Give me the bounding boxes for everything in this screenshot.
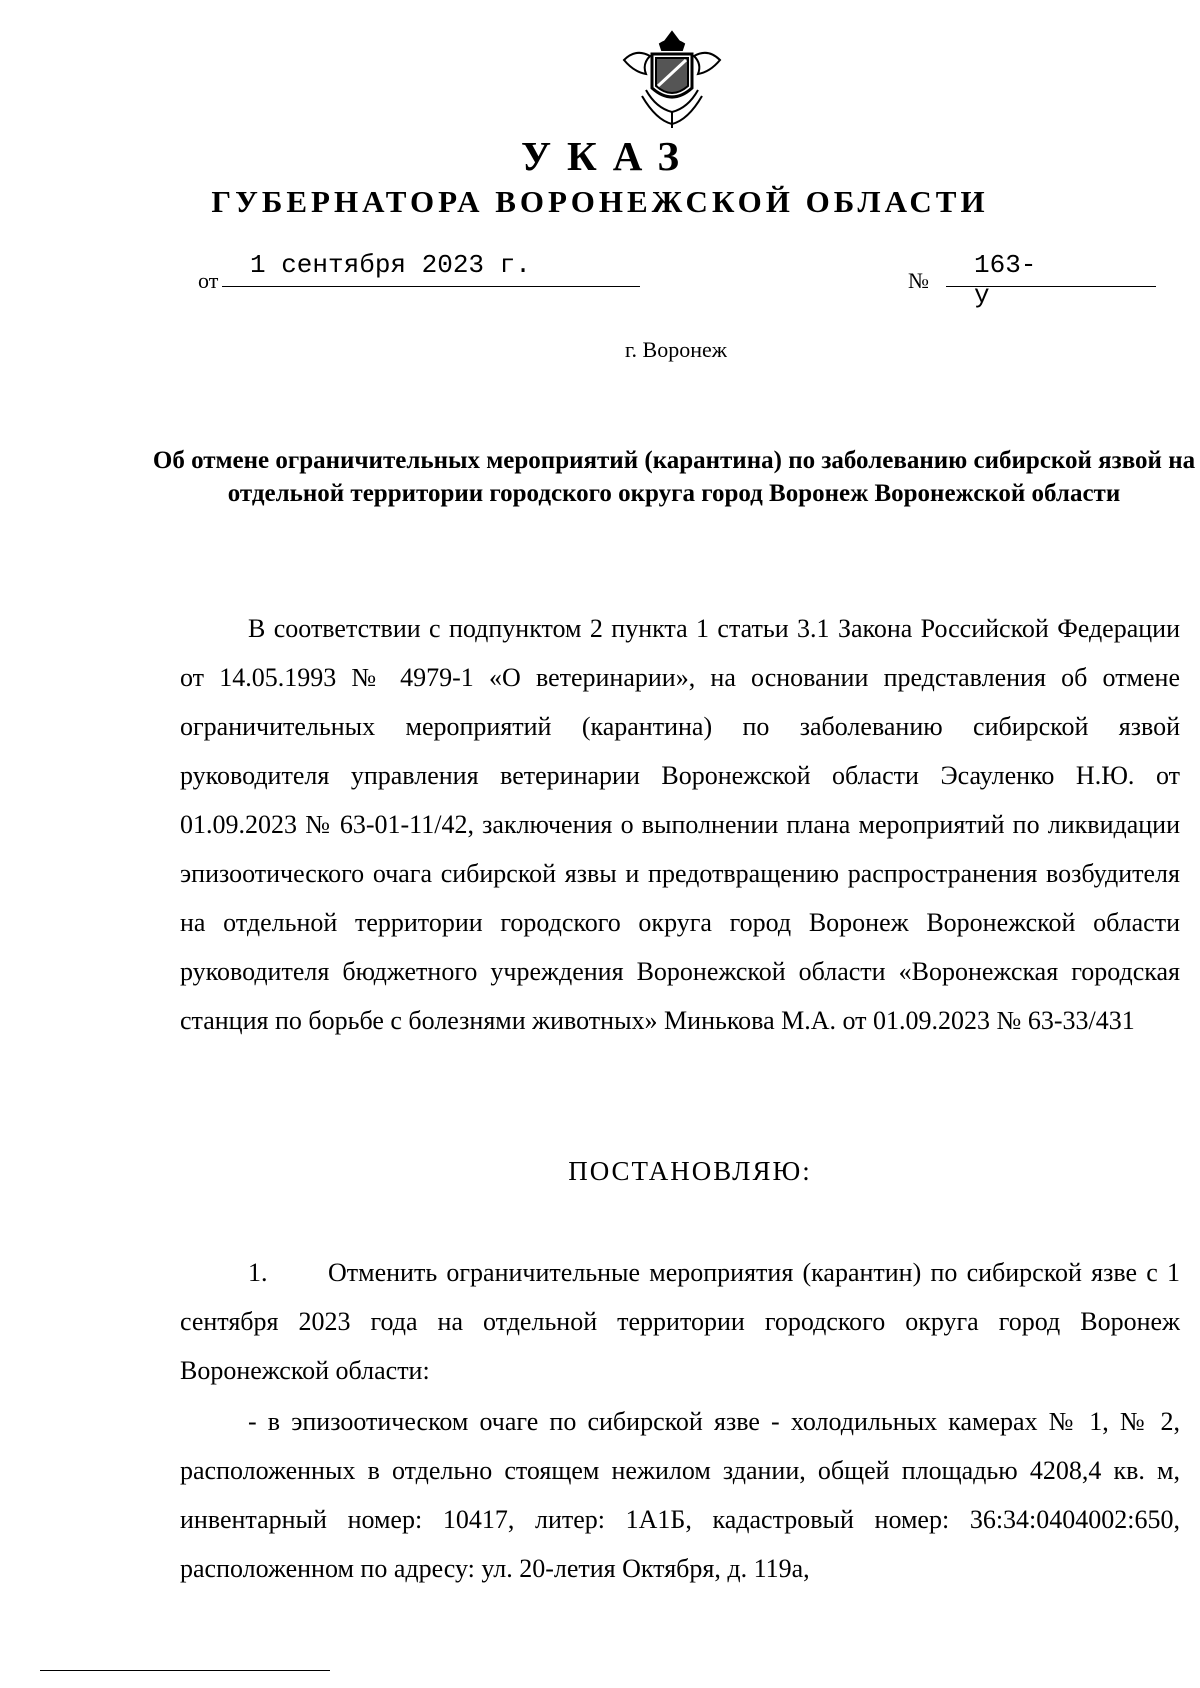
document-issuer: ГУБЕРНАТОРА ВОРОНЕЖСКОЙ ОБЛАСТИ <box>211 184 989 219</box>
document-city: г. Воронеж <box>625 337 727 362</box>
document-number: 163-у <box>974 250 1037 310</box>
item-1-subparagraph: - в эпизоотическом очаге по сибирской язве - холодильных камерах № 1, № 2, расположенных в отдельно стоящем нежилом здании, общей площадью 4208,4 кв. м, инвентарный номер: 10417, литер: 1А1Б, кадастровый номер: 36:34:0404002:650, расположенном по адресу: ул. 20-летия Октября, д. 119а, <box>180 1407 1180 1583</box>
item-1-text: Отменить ограничительные мероприятия (карантин) по сибирской язве с 1 сентября 2023 года на отдельной территории городского округа город Воронеж Воронежской области: <box>180 1258 1180 1385</box>
number-prefix: № <box>908 268 929 293</box>
date-prefix: от <box>198 268 219 293</box>
item-1-paragraph <box>180 1248 1180 1395</box>
preamble-paragraph: В соответствии с подпунктом 2 пункта 1 статьи 3.1 Закона Российской Федерации от 14.05.1993 № 4979-1 «О ветеринарии», на основании представления об отмене ограничительных мероприятий (карантина) по заболеванию сибирской язвой руководителя управления ветеринарии Воронежской области Эсауленко Н.Ю. от 01.09.2023 № 63-01-11/42, заключения о выполнении плана мероприятий по ликвидации эпизоотического очага сибирской язвы и предотвращению распространения возбудителя на отдельной территории городского округа город Воронеж Воронежской области руководителя бюджетного учреждения Воронежской области «Воронежская городская станция по борьбе с болезнями животных» Минькова М.А. от 01.09.2023 № 63-33/431 <box>180 614 1180 1035</box>
document-date: 1 сентября 2023 г. <box>250 250 531 280</box>
date-underline <box>222 286 640 287</box>
document-title: УКАЗ <box>520 133 696 179</box>
document-subject: Об отмене ограничительных мероприятий (карантина) по заболеванию сибирской язвой на отдельной территории городского округа город Воронеж Воронежской области <box>152 447 1196 507</box>
footer-divider <box>40 1670 330 1671</box>
coat-of-arms-icon <box>616 30 728 130</box>
decree-heading: ПОСТАНОВЛЯЮ: <box>568 1156 812 1186</box>
item-1-number: 1. <box>248 1258 268 1287</box>
